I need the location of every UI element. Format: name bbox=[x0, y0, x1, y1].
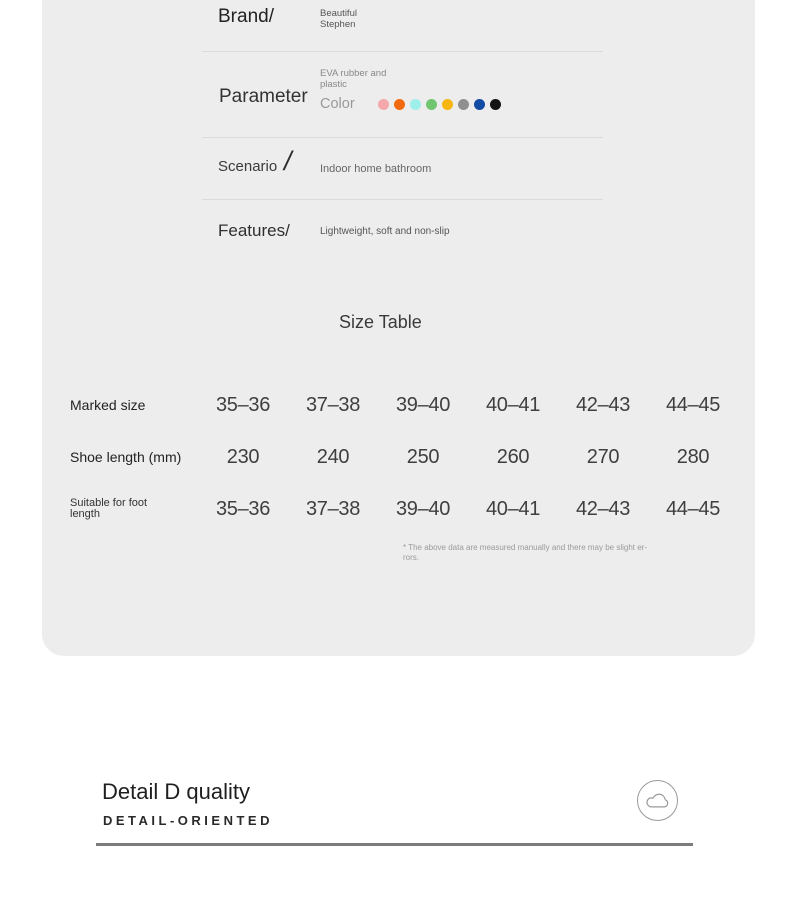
table-cell: 230 bbox=[226, 445, 260, 468]
parameter-list bbox=[202, 0, 603, 258]
size-table-title: Size Table bbox=[339, 312, 422, 332]
table-cell: 250 bbox=[406, 445, 440, 468]
material-value: EVA rubber and plastic bbox=[320, 68, 387, 90]
row-label bbox=[68, 498, 198, 521]
detail-section-subtitle: DETAIL-ORIENTED bbox=[103, 813, 273, 828]
color-swatch-gray bbox=[458, 99, 469, 110]
color-swatch-list bbox=[378, 99, 506, 110]
table-row-marked-size bbox=[68, 379, 740, 431]
color-swatch-amber bbox=[442, 99, 453, 110]
table-cell: 35–36 bbox=[215, 393, 271, 416]
table-cell: 260 bbox=[496, 445, 530, 468]
color-swatch-pink bbox=[378, 99, 389, 110]
table-cell: 40–41 bbox=[485, 497, 541, 520]
table-cell: 37–38 bbox=[305, 497, 361, 520]
color-swatch-blue bbox=[474, 99, 485, 110]
note-line-1: * The above data are measured manually and there may be slight er- bbox=[403, 543, 647, 552]
color-swatch-orange bbox=[394, 99, 405, 110]
table-cell: 44–45 bbox=[665, 393, 721, 416]
table-cell: 42–43 bbox=[575, 497, 631, 520]
features-label: Features/ bbox=[218, 221, 290, 240]
row-label-text: Suitable for foot length bbox=[70, 496, 148, 520]
parameter-label: Parameter bbox=[219, 86, 308, 107]
table-cell: 39–40 bbox=[395, 393, 451, 416]
parameter-row bbox=[202, 52, 603, 138]
table-cell: 42–43 bbox=[575, 393, 631, 416]
features-value: Lightweight, soft and non-slip bbox=[320, 226, 450, 237]
table-cell: 40–41 bbox=[485, 393, 541, 416]
table-cell: 240 bbox=[316, 445, 350, 468]
color-swatch-cyan bbox=[410, 99, 421, 110]
section-divider bbox=[96, 843, 693, 846]
cloud-badge bbox=[637, 780, 678, 821]
size-table bbox=[68, 379, 740, 535]
detail-section-title: Detail D quality bbox=[102, 779, 250, 804]
features-row bbox=[202, 200, 603, 258]
table-cell: 37–38 bbox=[305, 393, 361, 416]
table-row-shoe-length bbox=[68, 431, 740, 483]
color-swatch-black bbox=[490, 99, 501, 110]
scenario-value: Indoor home bathroom bbox=[320, 163, 432, 175]
table-cell: 280 bbox=[676, 445, 710, 468]
color-label: Color bbox=[320, 96, 355, 112]
row-label: Shoe length (mm) bbox=[70, 449, 182, 465]
scenario-row bbox=[202, 138, 603, 200]
scenario-slash: / bbox=[284, 146, 292, 176]
table-cell: 35–36 bbox=[215, 497, 271, 520]
row-label: Marked size bbox=[70, 397, 146, 413]
parameter-panel bbox=[42, 0, 755, 656]
table-cell: 270 bbox=[586, 445, 620, 468]
table-cell: 44–45 bbox=[665, 497, 721, 520]
table-cell: 39–40 bbox=[395, 497, 451, 520]
measurement-note bbox=[403, 543, 743, 562]
color-swatch-green bbox=[426, 99, 437, 110]
note-line-2: rors. bbox=[403, 552, 419, 562]
brand-label: Brand/ bbox=[218, 6, 274, 27]
cloud-icon bbox=[644, 791, 671, 810]
table-row-foot-length bbox=[68, 483, 740, 535]
brand-row bbox=[202, 0, 603, 52]
brand-value: Beautiful Stephen bbox=[320, 8, 357, 30]
scenario-label: Scenario bbox=[218, 158, 278, 175]
color-options bbox=[320, 96, 506, 112]
